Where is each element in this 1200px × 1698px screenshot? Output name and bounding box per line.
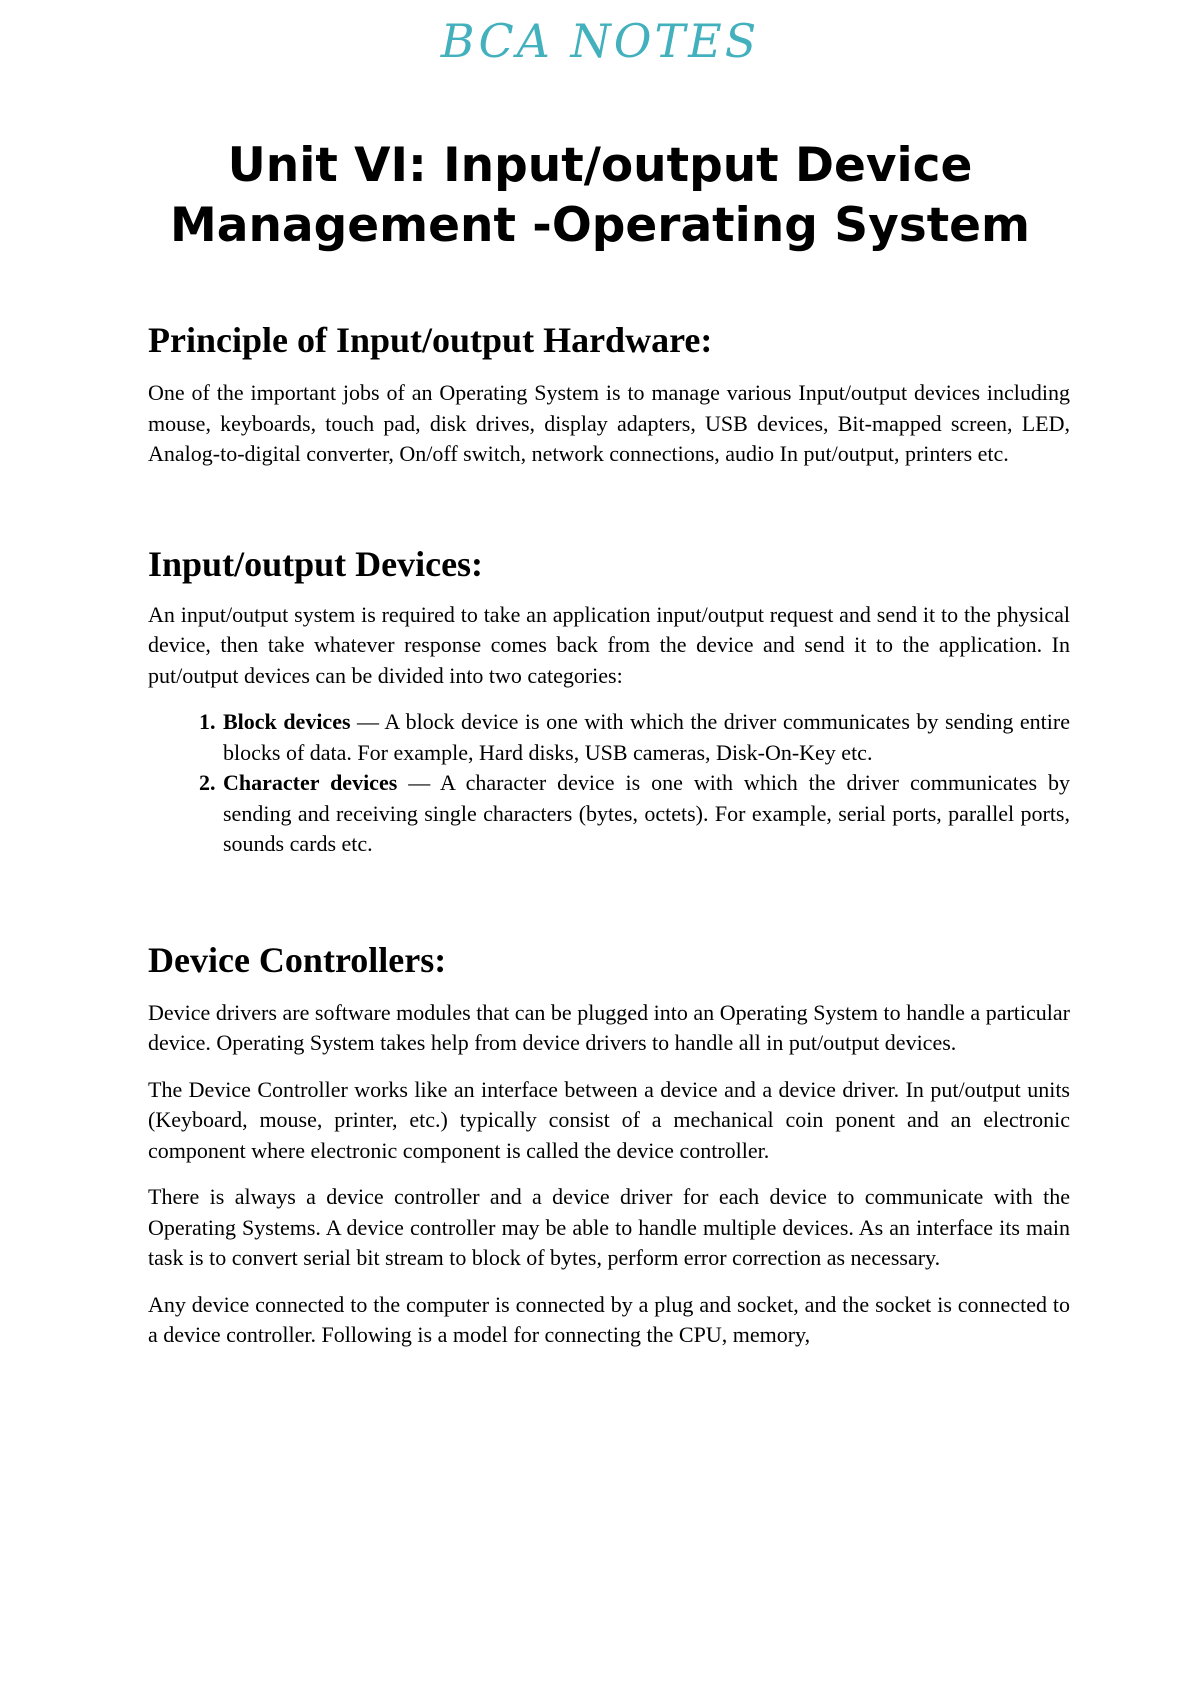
section-heading-device-controllers: Device Controllers: bbox=[148, 939, 447, 980]
page-title bbox=[0, 136, 1200, 256]
list-item-character-devices bbox=[221, 768, 1070, 860]
page-title-line-1: Unit VI: Input/output Device bbox=[227, 138, 973, 193]
document-body bbox=[148, 318, 1070, 1367]
list-item-term: Character devices bbox=[223, 770, 398, 795]
section-paragraph: An input/output system is required to take an application input/output request and send it to the physical device, then take whatever response comes back from the device and send it to the application. In put/output devices can be divided into two categories: bbox=[148, 601, 1070, 688]
section-paragraph: The Device Controller works like an interface between a device and a device driver. In put/output units (Keyboard, mouse, printer, etc.) typically consist of a mechanical coin ponent and an electronic component where electronic component is called the device controller. bbox=[148, 1076, 1070, 1163]
list-item-text: — A character device is one with which the driver communicates by sending and receiving single characters (bytes, octets). For example, serial ports, parallel ports, sounds cards etc. bbox=[223, 770, 1070, 856]
device-categories-list bbox=[148, 707, 1070, 860]
section-paragraph: Device drivers are software modules that can be plugged into an Operating System to handle a particular device. Operating System takes help from device drivers to handle all in put/output devices. bbox=[148, 999, 1070, 1055]
section-paragraph: Any device connected to the computer is connected by a plug and socket, and the socket is connected to a device controller. Following is a model for connecting the CPU, memory, bbox=[148, 1291, 1070, 1347]
section-paragraph: One of the important jobs of an Operating System is to manage various Input/output devices including mouse, keyboards, touch pad, disk drives, display adapters, USB devices, Bit-mapped screen, LED, Analog-to-digital converter, On/off switch, network connections, audio In put/output, printers etc. bbox=[148, 380, 1070, 466]
section-heading-io-devices: Input/output Devices: bbox=[148, 543, 484, 584]
device-categories-list-wrapper bbox=[148, 707, 1070, 860]
list-item-term: Block devices bbox=[223, 709, 351, 734]
page-title-line-2: Management -Operating System bbox=[169, 198, 1031, 253]
section-paragraph: There is always a device controller and a device driver for each device to communicate with the Operating Systems. A device controller may be able to handle multiple devices. As an interface its main task is to convert serial bit stream to block of bytes, perform error correction as necessary. bbox=[148, 1184, 1070, 1270]
list-item-text: — A block device is one with which the driver communicates by sending entire blocks of data. For example, Hard disks, USB cameras, Disk-On-Key etc. bbox=[223, 709, 1070, 765]
list-item-block-devices bbox=[221, 707, 1070, 768]
bca-notes-logo: BCA NOTES bbox=[440, 14, 760, 68]
section-heading-principle: Principle of Input/output Hardware: bbox=[148, 320, 713, 360]
